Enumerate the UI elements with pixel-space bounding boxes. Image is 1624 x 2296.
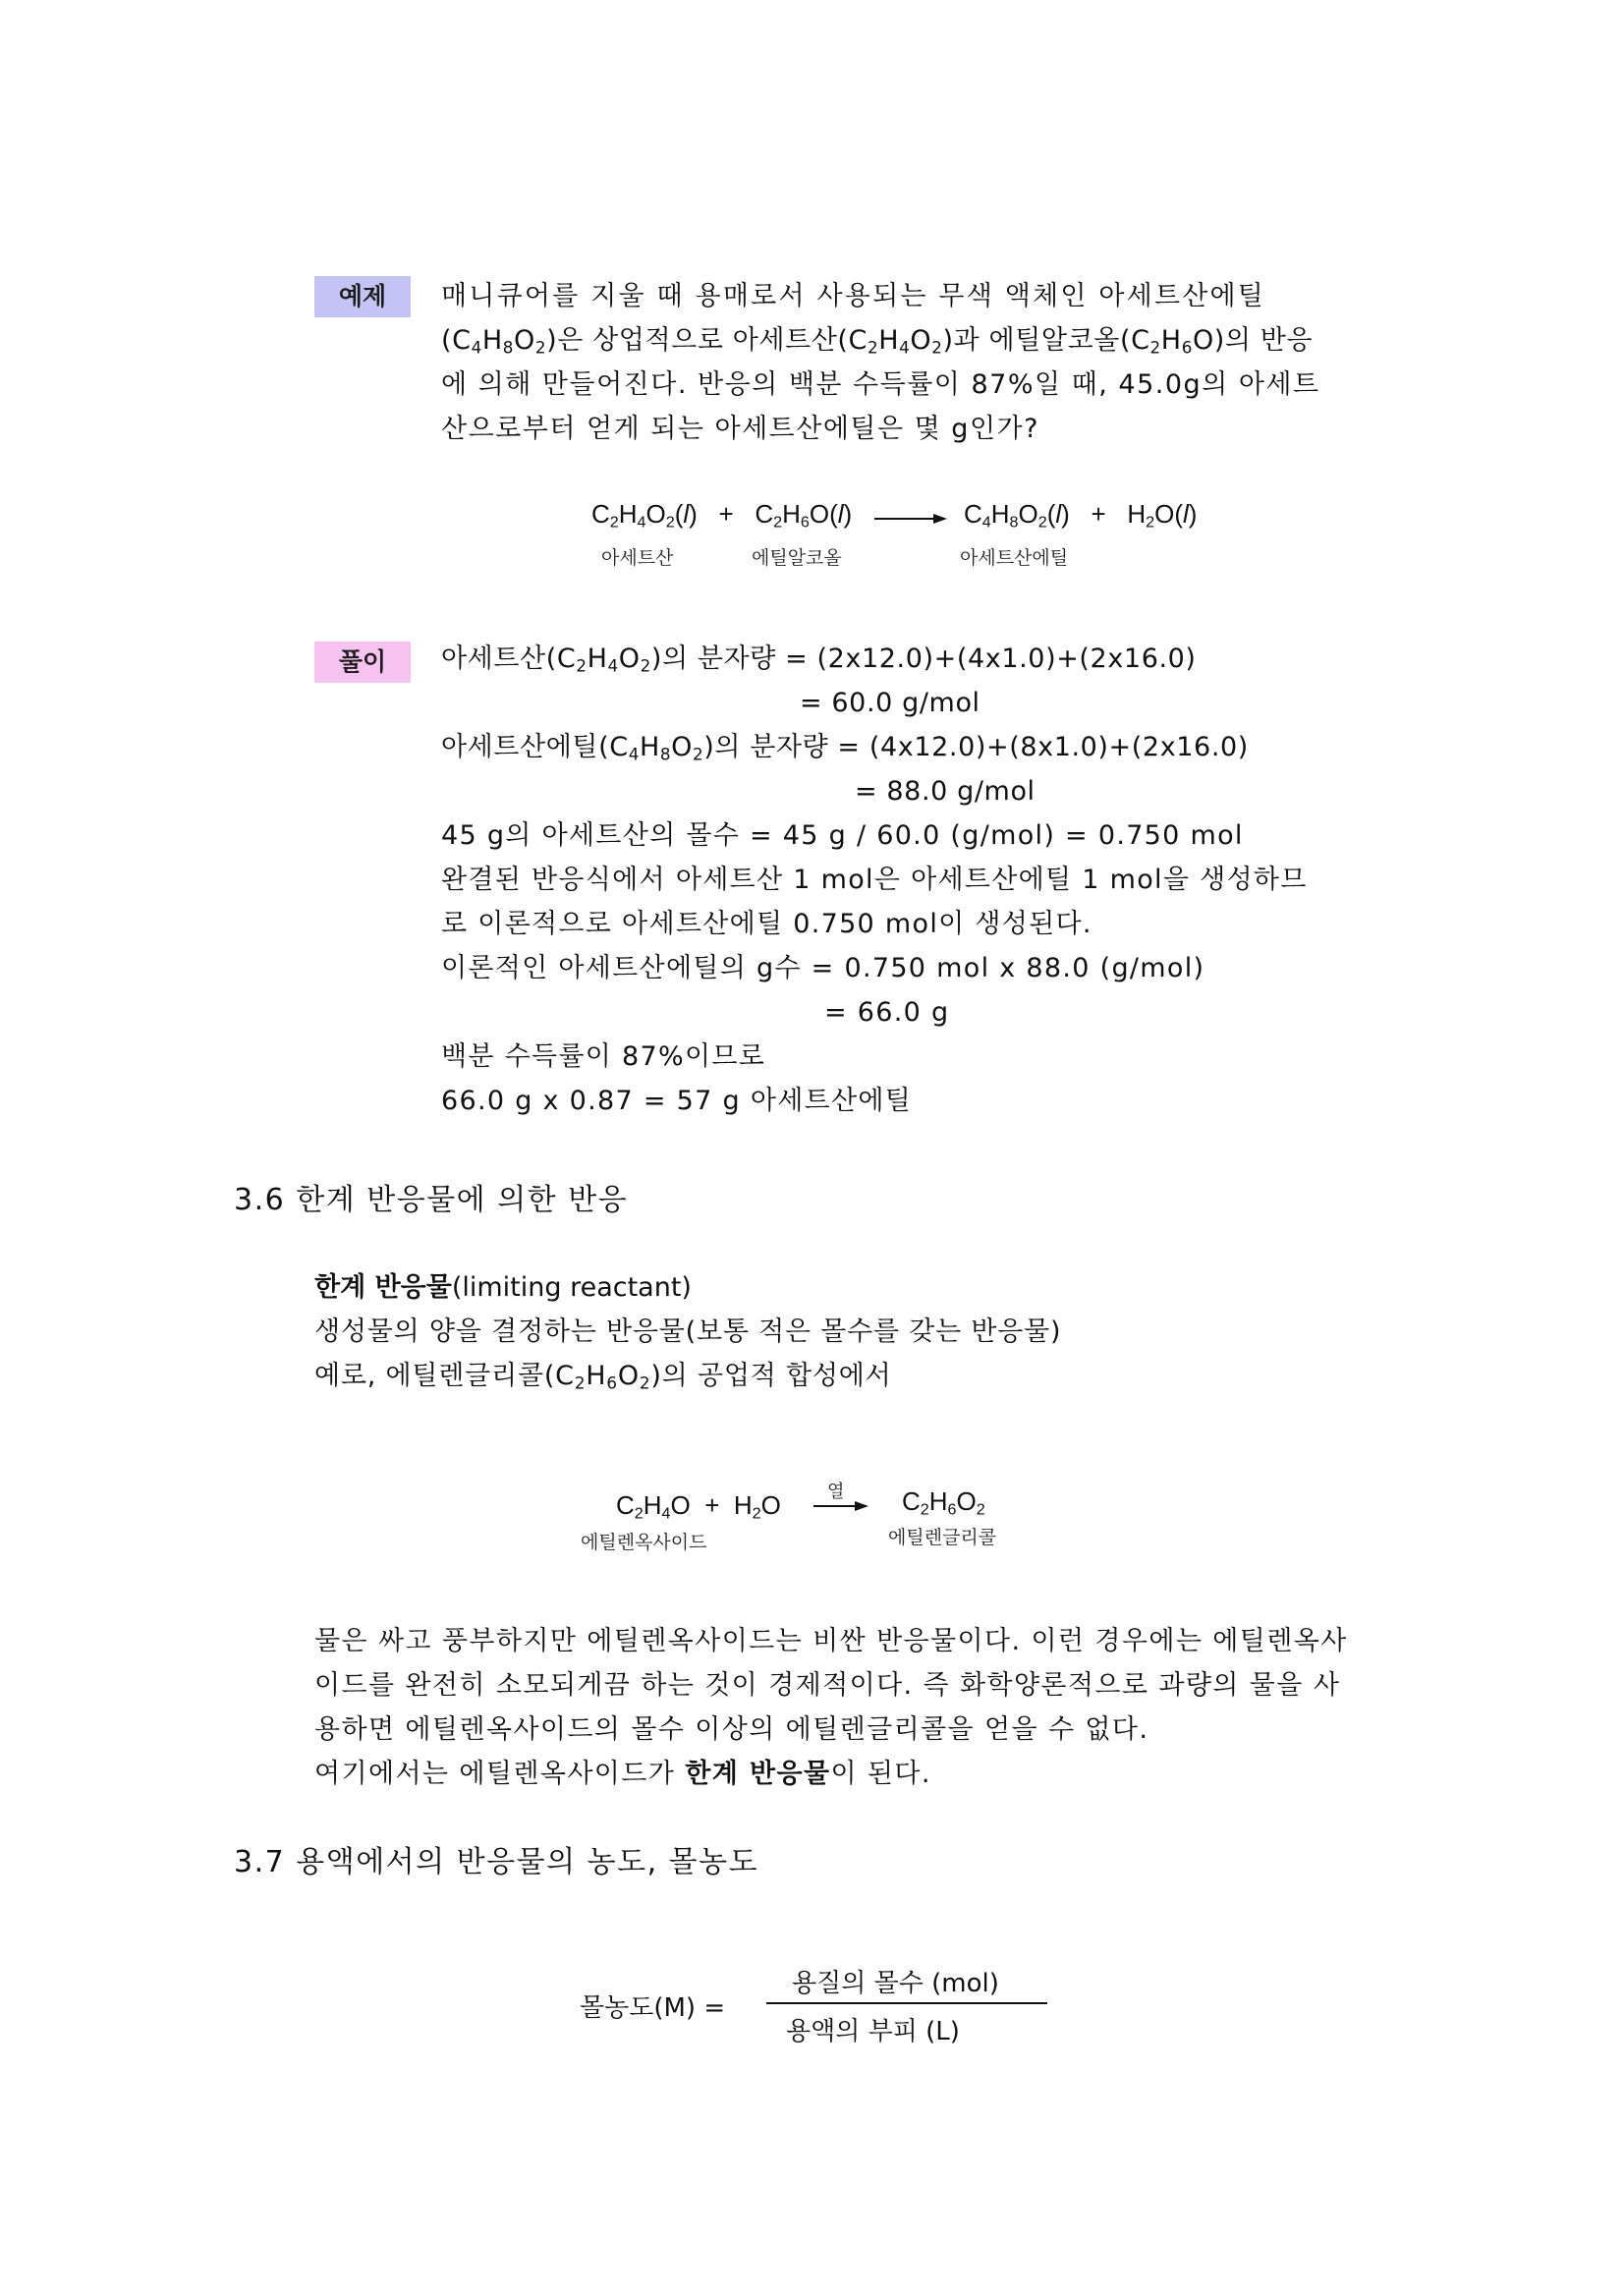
caption-ethanol: 에틸알코올 — [752, 547, 842, 569]
molarity-numerator: 용질의 몰수 (mol) — [792, 1969, 999, 1998]
paragraph-line-4: 여기에서는 에틸렌옥사이드가 한계 반응물이 된다. — [314, 1759, 931, 1789]
solution-badge: 풀이 — [314, 642, 411, 683]
solution-line-6: 완결된 반응식에서 아세트산 1 mol은 아세트산에틸 1 mol을 생성하므 — [441, 865, 1308, 895]
solution-line-5: 45 g의 아세트산의 몰수 = 45 g / 60.0 (g/mol) = 0.750 mol — [441, 820, 1244, 851]
product-ethyl-acetate: $C_4H_8O_2(l)$ — [964, 499, 1070, 532]
reaction-1 — [591, 499, 852, 530]
solution-text — [441, 637, 1365, 1123]
paragraph-line-2: 이드를 완전히 소모되게끔 하는 것이 경제적이다. 즉 화학양론적으로 과량의 물을 사 — [314, 1670, 1341, 1701]
plus-sign: + — [718, 499, 734, 529]
reaction-arrow — [874, 518, 935, 520]
solution-line-8: 이론적인 아세트산에틸의 g수 = 0.750 mol x 88.0 (g/mol) — [441, 953, 1205, 983]
limiting-reactant-term: 한계 반응물(limiting reactant) — [314, 1272, 692, 1303]
example-line-3: 에 의해 만들어진다. 반응의 백분 수득률이 87%일 때, 45.0g의 아세트 — [441, 369, 1320, 400]
caption-ethyl-acetate: 아세트산에틸 — [960, 547, 1069, 569]
product-ethylene-glycol: $C_2H_6O_2$ — [902, 1486, 985, 1519]
reaction-2 — [616, 1490, 781, 1521]
paragraph-line-1: 물은 싸고 풍부하지만 에틸렌옥사이드는 비싼 반응물이다. 이런 경우에는 에틸렌옥사 — [314, 1626, 1348, 1656]
molarity-denominator: 용액의 부피 (L) — [786, 2017, 960, 2046]
reaction-arrow-head — [933, 514, 947, 524]
reactant-ethanol: $C_2H_6O(l)$ — [755, 499, 853, 532]
paragraph-line-3: 용하면 에틸렌옥사이드의 몰수 이상의 에틸렌글리콜을 얻을 수 없다. — [314, 1714, 1149, 1745]
fraction-bar — [766, 2002, 1047, 2004]
molarity-lhs: 몰농도(M) = — [580, 1993, 726, 2023]
reaction-1-products — [964, 499, 1197, 530]
example-line-1: 매니큐어를 지울 때 용매로서 사용되는 무색 액체인 아세트산에틸 — [441, 281, 1266, 311]
solution-line-11: 66.0 g x 0.87 = 57 g 아세트산에틸 — [441, 1086, 913, 1116]
reactant-water: $H_2O$ — [733, 1490, 781, 1523]
solution-line-9: = 66.0 g — [824, 997, 950, 1028]
reaction-2-arrow — [813, 1505, 857, 1507]
limiting-reactant-definition: 생성물의 양을 결정하는 반응물(보통 적은 몰수를 갖는 반응물) — [314, 1316, 1062, 1347]
reactant-acetic-acid: $C_2H_4O_2(l)$ — [591, 499, 698, 532]
caption-acetic-acid: 아세트산 — [601, 547, 674, 569]
section-3-6-intro — [314, 1265, 1061, 1398]
plus-sign: + — [704, 1490, 720, 1520]
example-badge: 예제 — [314, 276, 411, 317]
example-line-2: $(C_4H_8O_2)$은 상업적으로 아세트산$(C_2H_4O_2)$과 에틸알코올$(C_2H_6O)$의 반응 — [441, 325, 1314, 358]
section-3-6-title: 3.6 한계 반응물에 의한 반응 — [234, 1183, 629, 1217]
solution-line-2: = 60.0 g/mol — [800, 688, 980, 718]
caption-ethylene-oxide: 에틸렌옥사이드 — [581, 1532, 707, 1553]
solution-line-1: 아세트산$(C_2H_4O_2)$의 분자량 = (2x12.0)+(4x1.0)+(2x16.0) — [441, 644, 1197, 676]
example-text — [441, 274, 1350, 451]
plus-sign: + — [1091, 499, 1106, 529]
ethylene-glycol-intro: 예로, 에틸렌글리콜$(C_2H_6O_2)$의 공업적 합성에서 — [314, 1361, 892, 1393]
section-3-6-paragraph — [314, 1619, 1405, 1796]
reaction-2-arrow-head — [855, 1501, 868, 1511]
example-line-4: 산으로부터 얻게 되는 아세트산에틸은 몇 g인가? — [441, 414, 1039, 444]
solution-line-7: 로 이론적으로 아세트산에틸 0.750 mol이 생성된다. — [441, 909, 1092, 939]
reactant-ethylene-oxide: $C_2H_4O$ — [616, 1490, 691, 1523]
solution-line-4: = 88.0 g/mol — [855, 776, 1036, 807]
product-water: $H_2O(l)$ — [1127, 499, 1198, 532]
section-3-7-title: 3.7 용액에서의 반응물의 농도, 몰농도 — [234, 1845, 759, 1879]
caption-ethylene-glycol: 에틸렌글리콜 — [888, 1527, 997, 1548]
heat-label: 열 — [827, 1482, 845, 1502]
solution-line-10: 백분 수득률이 87%이므로 — [441, 1041, 766, 1072]
solution-line-3: 아세트산에틸$(C_4H_8O_2)$의 분자량 = (4x12.0)+(8x1.0)+(2x16.0) — [441, 732, 1249, 764]
